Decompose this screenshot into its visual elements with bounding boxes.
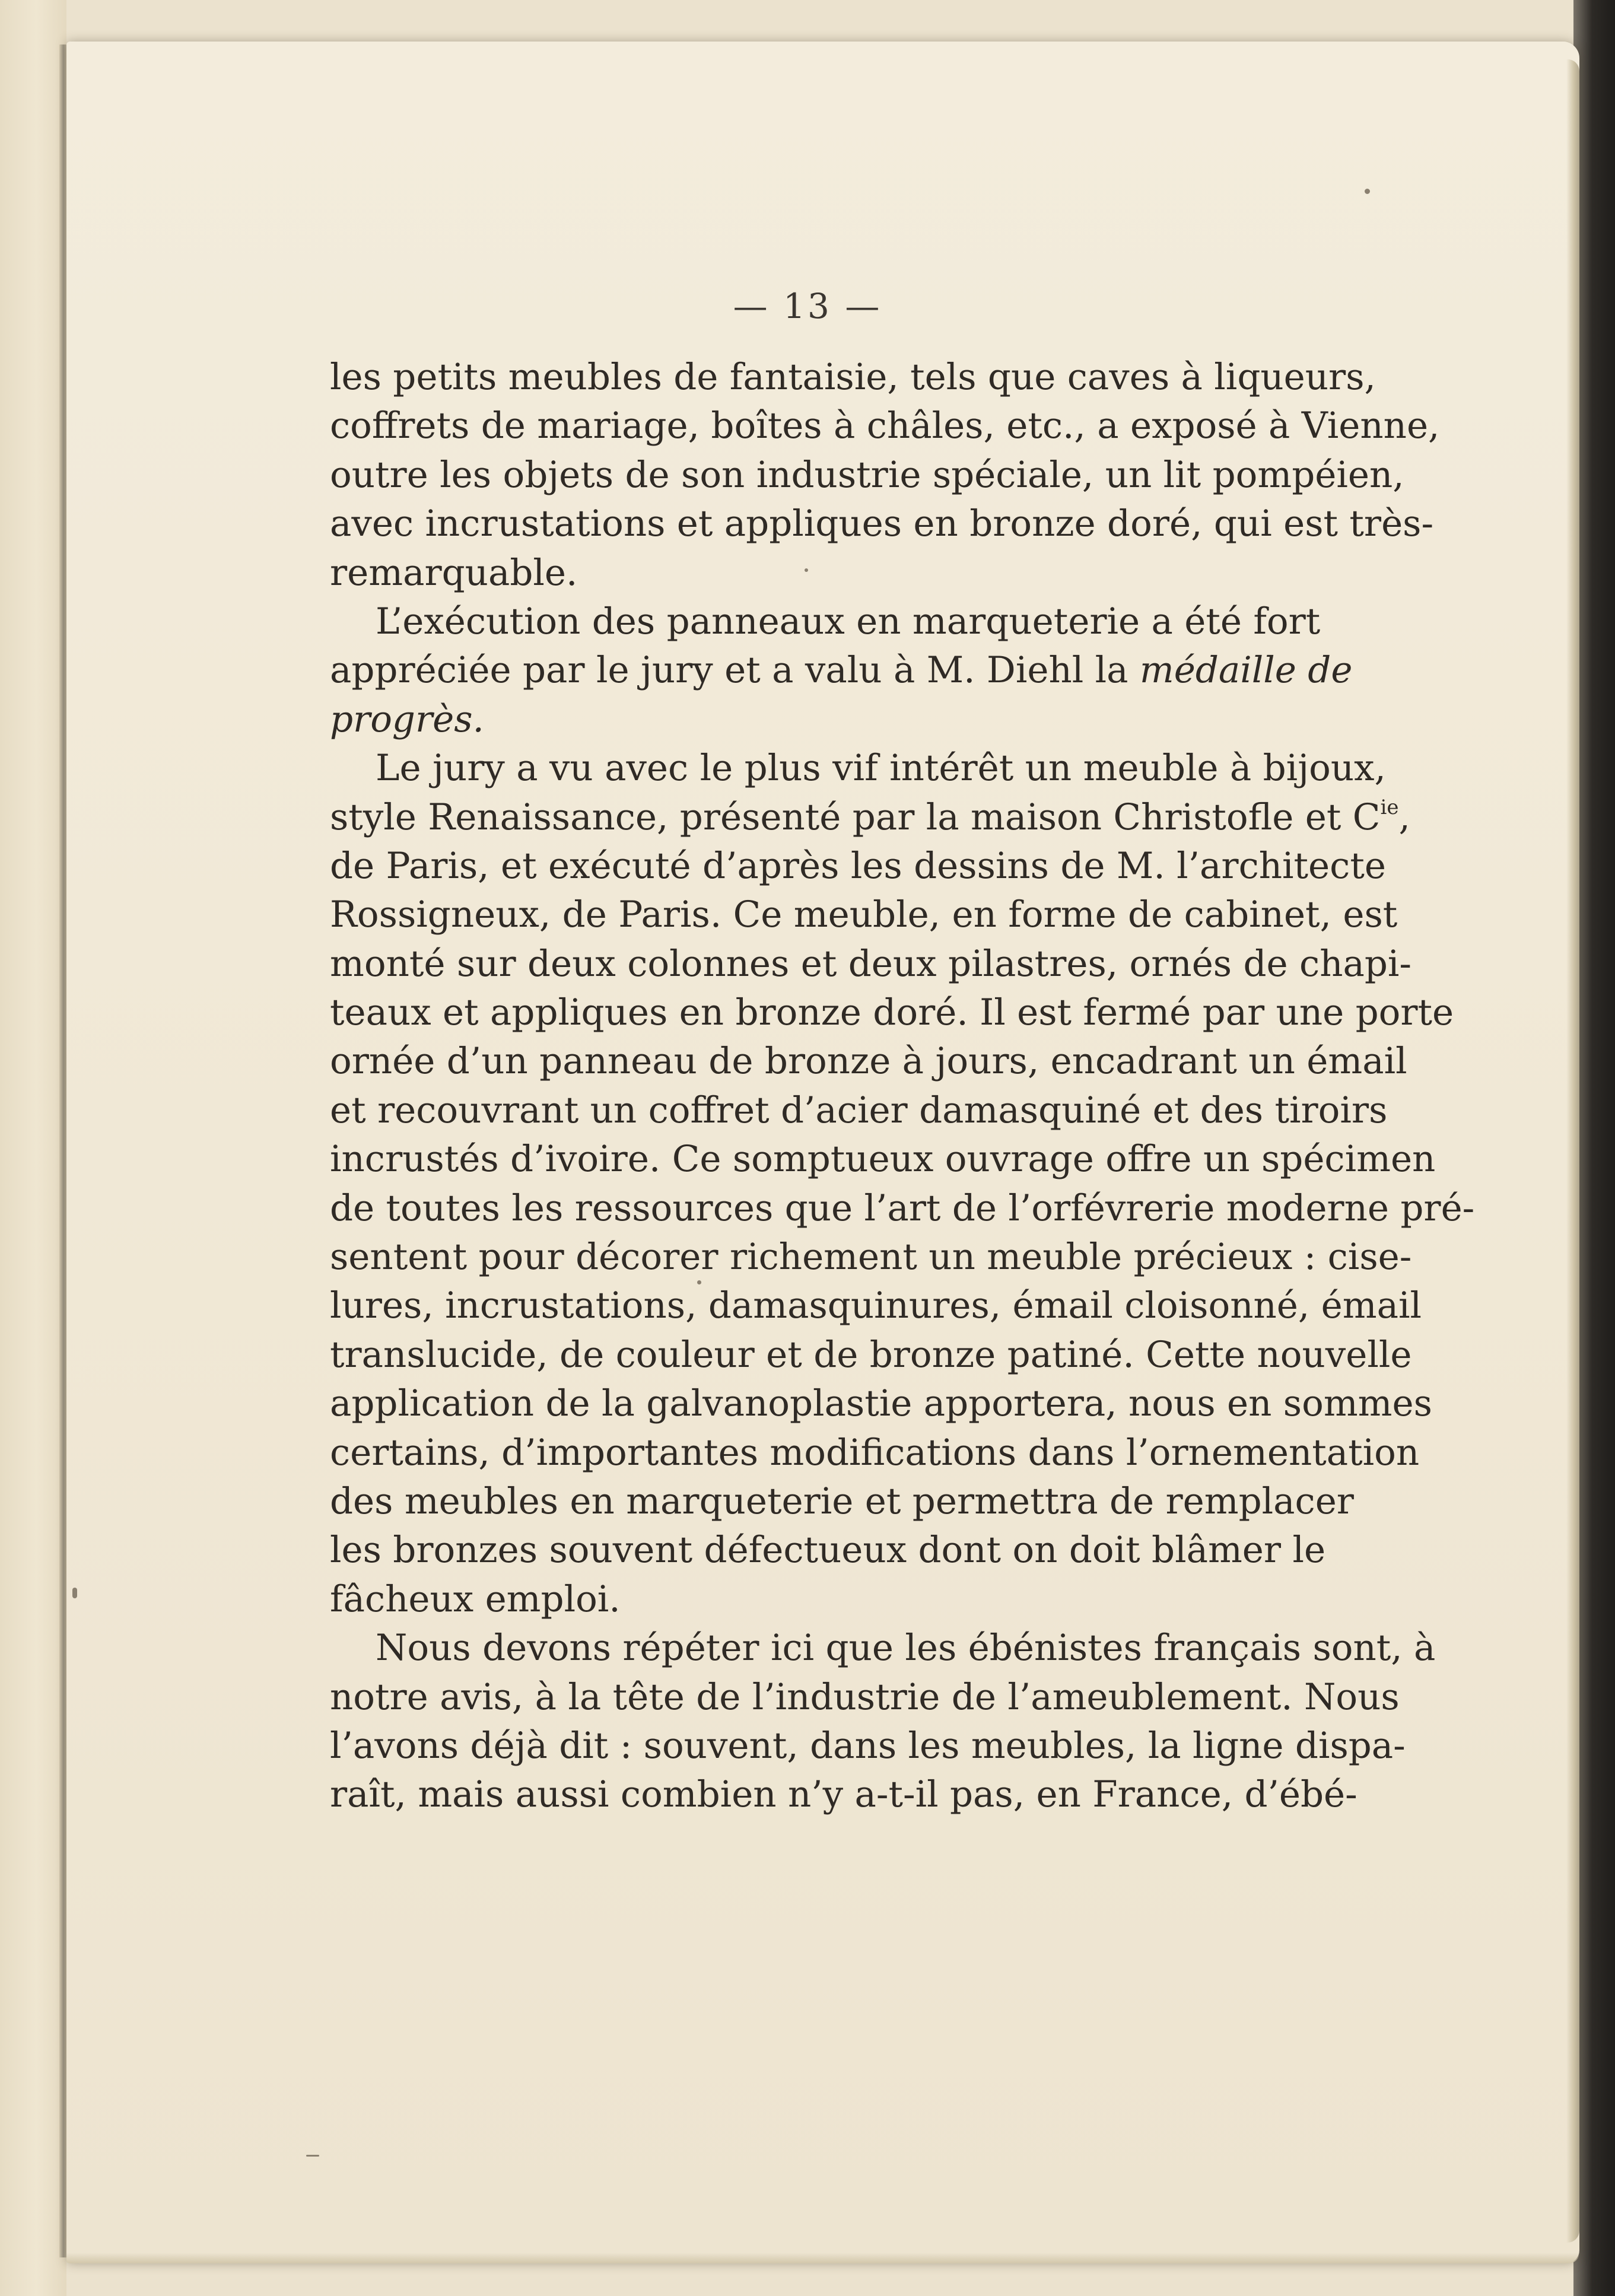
text-line: Nous devons répéter ici que les ébénistes français sont, à xyxy=(376,1627,1436,1669)
text-line xyxy=(330,793,1410,842)
text-line: l’avons déjà dit : souvent, dans les meubles, la ligne dispa- xyxy=(330,1724,1406,1767)
text-line: ornée d’un panneau de bronze à jours, encadrant un émail xyxy=(330,1040,1407,1083)
text-run: style Renaissance, présenté par la maison Christofle et C xyxy=(330,796,1381,838)
text-line: lures, incrustations, damasquinures, émail cloisonné, émail xyxy=(330,1284,1422,1327)
text-line: des meubles en marqueterie et permettra de remplacer xyxy=(330,1480,1354,1522)
page-edge-bottom xyxy=(66,2253,1579,2263)
text-line: coffrets de mariage, boîtes à châles, etc., a exposé à Vienne, xyxy=(330,405,1440,447)
text-line: L’exécution des panneaux en marqueterie a été fort xyxy=(376,600,1321,643)
paper-speck xyxy=(1365,189,1370,194)
text-line: progrès. xyxy=(330,698,484,740)
text-line: raît, mais aussi combien n’y a-t-il pas, en France, d’ébé- xyxy=(330,1773,1358,1816)
text-line: remarquable. xyxy=(330,551,578,594)
text-line: fâcheux emploi. xyxy=(330,1578,621,1620)
text-line: de toutes les ressources que l’art de l’orfévrerie moderne pré- xyxy=(330,1187,1475,1229)
paper-speck xyxy=(306,2155,319,2157)
text-line: sentent pour décorer richement un meuble précieux : cise- xyxy=(330,1236,1412,1279)
text-run: appréciée par le jury et a valu à M. Diehl la xyxy=(330,649,1128,692)
body-text xyxy=(330,353,1475,1820)
text-line: application de la galvanoplastie apportera, nous en sommes xyxy=(330,1382,1432,1425)
text-line: avec incrustations et appliques en bronze doré, qui est très- xyxy=(330,503,1434,545)
text-line: teaux et appliques en bronze doré. Il est fermé par une porte xyxy=(330,991,1454,1034)
page-number: — 13 — xyxy=(733,286,882,326)
text-line: certains, d’importantes modifications dans l’ornementation xyxy=(330,1431,1420,1474)
text-line: outre les objets de son industrie spéciale, un lit pompéien, xyxy=(330,453,1404,496)
right-shadow xyxy=(1573,0,1615,2296)
paper-speck xyxy=(72,1588,77,1598)
text-line: Le jury a vu avec le plus vif intérêt un meuble à bijoux, xyxy=(376,747,1386,790)
text-line: les bronzes souvent défectueux dont on doit blâmer le xyxy=(330,1529,1326,1572)
text-line: incrustés d’ivoire. Ce somptueux ouvrage offre un spécimen xyxy=(330,1138,1436,1181)
page-edge-right xyxy=(1566,59,1579,2243)
text-line: de Paris, et exécuté d’après les dessins de M. l’architecte xyxy=(330,844,1386,887)
text-line: notre avis, à la tête de l’industrie de l’ameublement. Nous xyxy=(330,1675,1400,1718)
text-run: , xyxy=(1398,796,1410,838)
left-page-edge xyxy=(0,0,66,2296)
text-line: monté sur deux colonnes et deux pilastres, ornés de chapi- xyxy=(330,942,1412,985)
text-line: et recouvrant un coffret d’acier damasquiné et des tiroirs xyxy=(330,1089,1388,1131)
superscript: ie xyxy=(1380,796,1399,820)
text-line: Rossigneux, de Paris. Ce meuble, en forme de cabinet, est xyxy=(330,893,1398,936)
text-line: translucide, de couleur et de bronze patiné. Cette nouvelle xyxy=(330,1333,1412,1376)
italic-run: médaille de xyxy=(1139,649,1353,692)
text-line: les petits meubles de fantaisie, tels que caves à liqueurs, xyxy=(330,356,1376,398)
text-line xyxy=(330,646,1353,695)
